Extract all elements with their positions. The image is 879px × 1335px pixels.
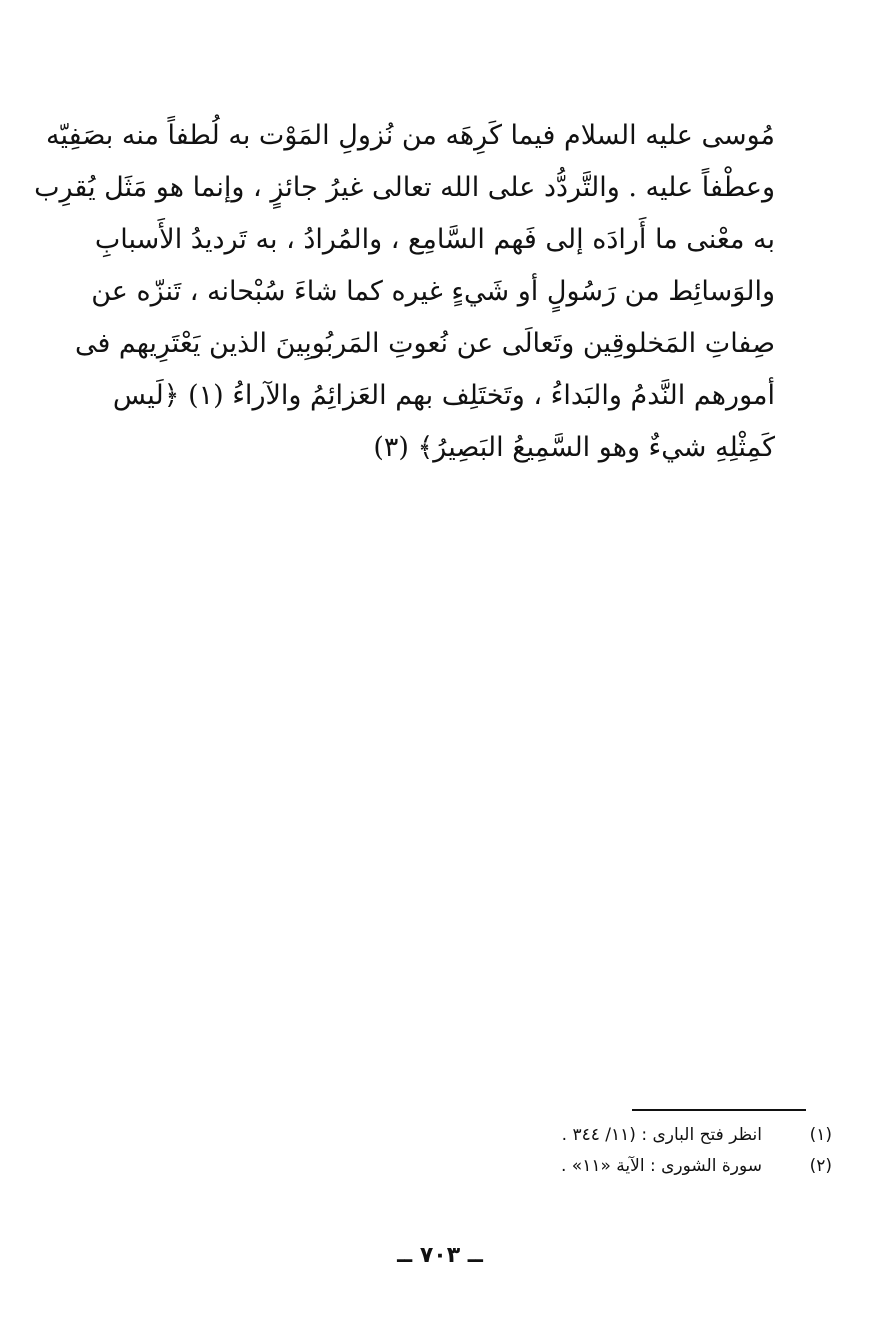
footnote-2	[400, 1151, 832, 1182]
text-line-2: وعطْفاً عليه . والتَّردُّد على الله تعالى غيرُ جائزٍ ، وإنما هو مَثَل يُقرِب	[34, 172, 775, 203]
text-line-1: مُوسى عليه السلام فيما كَرِهَه من نُزولِ المَوْت به لُطفاً منه بصَفِيّه	[46, 120, 775, 151]
page-number: ــ ٧٠٣ ــ	[397, 1243, 483, 1268]
text-line-3: به معْنى ما أَرادَه إلى فَهم السَّامِع ، والمُرادُ ، به تَرديدُ الأَسبابِ	[94, 224, 775, 255]
text-line-4: والوَسائِط من رَسُولٍ أو شَيءٍ غيره كما شاءَ سُبْحانه ، تَنزّه عن	[91, 276, 775, 307]
footnotes	[400, 1120, 832, 1182]
footnote-text: انظر فتح البارى : (١١/ ٣٤٤ .	[561, 1125, 762, 1145]
text-line-6: أمورهم النَّدمُ والبَداءُ ، وتَختَلِف بهم العَزائِمُ والآراءُ (١) ﴿لَيس	[112, 380, 775, 411]
footnote-text: سورة الشورى : الآية «١١» .	[560, 1156, 762, 1176]
footnote-separator	[632, 1109, 806, 1111]
text-line-7: كَمِثْلِهِ شيءٌ وهو السَّمِيعُ البَصِيرُ﴾ (٣)	[373, 432, 775, 463]
main-text	[34, 110, 775, 474]
footnote-number: (٢)	[809, 1156, 832, 1176]
footnote-1	[400, 1120, 832, 1151]
text-line-5: صِفاتِ المَخلوقِين وتَعالَى عن نُعوتِ المَربُوبِينَ الذين يَعْتَرِيهم فى	[74, 328, 775, 359]
footnote-number: (١)	[809, 1125, 832, 1145]
